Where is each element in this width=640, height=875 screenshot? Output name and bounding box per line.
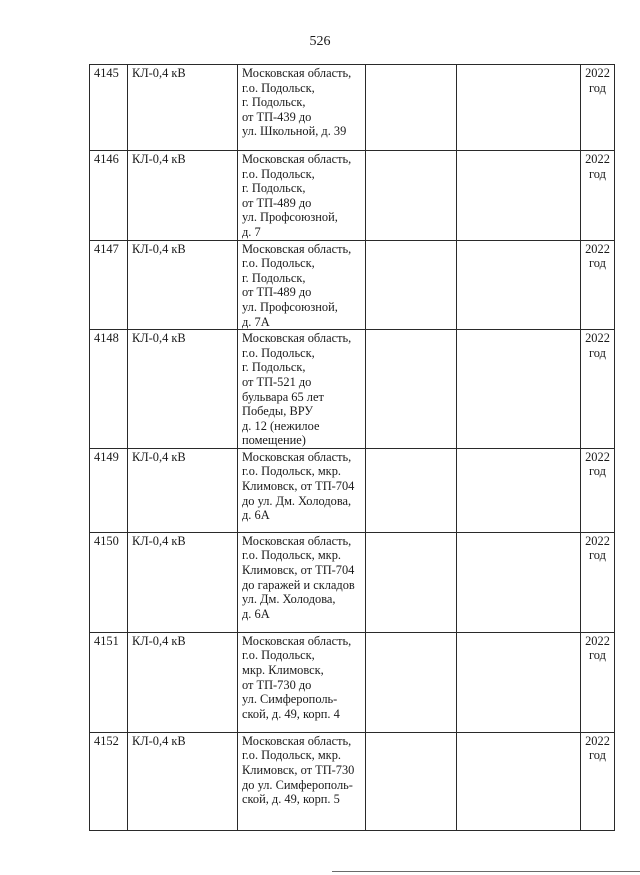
empty-cell-4: [366, 632, 457, 732]
line-address: Московская область, г.о. Подольск, г. Подольск, от ТП-489 до ул. Профсоюзной, д. 7: [238, 151, 366, 241]
empty-cell-5: [457, 65, 581, 151]
row-number: 4150: [90, 532, 128, 632]
empty-cell-4: [366, 151, 457, 241]
line-address: Московская область, г.о. Подольск, мкр. Климовск, от ТП-704 до гаражей и складов ул. Дм. Холодова, д. 6А: [238, 532, 366, 632]
empty-cell-4: [366, 240, 457, 330]
empty-cell-5: [457, 732, 581, 830]
page-number: 526: [309, 34, 331, 49]
line-name: КЛ-0,4 кВ: [128, 448, 238, 532]
table-row: [90, 632, 615, 732]
empty-cell-4: [366, 532, 457, 632]
empty-cell-4: [366, 732, 457, 830]
planned-year: 2022 год: [581, 632, 615, 732]
planned-year: 2022 год: [581, 448, 615, 532]
table-row: [90, 732, 615, 830]
line-name: КЛ-0,4 кВ: [128, 532, 238, 632]
line-address: Московская область, г.о. Подольск, мкр. Климовск, от ТП-704 до ул. Дм. Холодова, д. 6А: [238, 448, 366, 532]
empty-cell-4: [366, 65, 457, 151]
line-name: КЛ-0,4 кВ: [128, 330, 238, 449]
planned-year: 2022 год: [581, 65, 615, 151]
line-address: Московская область, г.о. Подольск, г. Подольск, от ТП-439 до ул. Школьной, д. 39: [238, 65, 366, 151]
empty-cell-5: [457, 632, 581, 732]
line-name: КЛ-0,4 кВ: [128, 151, 238, 241]
table-row: [90, 330, 615, 449]
row-number: 4148: [90, 330, 128, 449]
line-address: Московская область, г.о. Подольск, г. Подольск, от ТП-521 до бульвара 65 лет Победы, ВРУ д. 12 (нежилое помещение): [238, 330, 366, 449]
row-number: 4146: [90, 151, 128, 241]
table-row: [90, 151, 615, 241]
empty-cell-5: [457, 448, 581, 532]
table-row: [90, 65, 615, 151]
registry-table: [89, 64, 615, 831]
empty-cell-5: [457, 240, 581, 330]
table-row: [90, 532, 615, 632]
planned-year: 2022 год: [581, 532, 615, 632]
line-name: КЛ-0,4 кВ: [128, 732, 238, 830]
row-number: 4149: [90, 448, 128, 532]
line-name: КЛ-0,4 кВ: [128, 65, 238, 151]
line-address: Московская область, г.о. Подольск, мкр. Климовск, от ТП-730 до ул. Симферополь- ской, д. 49, корп. 5: [238, 732, 366, 830]
line-name: КЛ-0,4 кВ: [128, 632, 238, 732]
table-row: [90, 448, 615, 532]
row-number: 4145: [90, 65, 128, 151]
row-number: 4147: [90, 240, 128, 330]
table-row: [90, 240, 615, 330]
row-number: 4152: [90, 732, 128, 830]
empty-cell-5: [457, 330, 581, 449]
line-address: Московская область, г.о. Подольск, мкр. Климовск, от ТП-730 до ул. Симферополь- ской, д. 49, корп. 4: [238, 632, 366, 732]
empty-cell-4: [366, 330, 457, 449]
planned-year: 2022 год: [581, 151, 615, 241]
empty-cell-4: [366, 448, 457, 532]
planned-year: 2022 год: [581, 330, 615, 449]
line-address: Московская область, г.о. Подольск, г. Подольск, от ТП-489 до ул. Профсоюзной, д. 7А: [238, 240, 366, 330]
line-name: КЛ-0,4 кВ: [128, 240, 238, 330]
scan-edge-line: [332, 871, 640, 872]
empty-cell-5: [457, 532, 581, 632]
empty-cell-5: [457, 151, 581, 241]
planned-year: 2022 год: [581, 732, 615, 830]
row-number: 4151: [90, 632, 128, 732]
planned-year: 2022 год: [581, 240, 615, 330]
